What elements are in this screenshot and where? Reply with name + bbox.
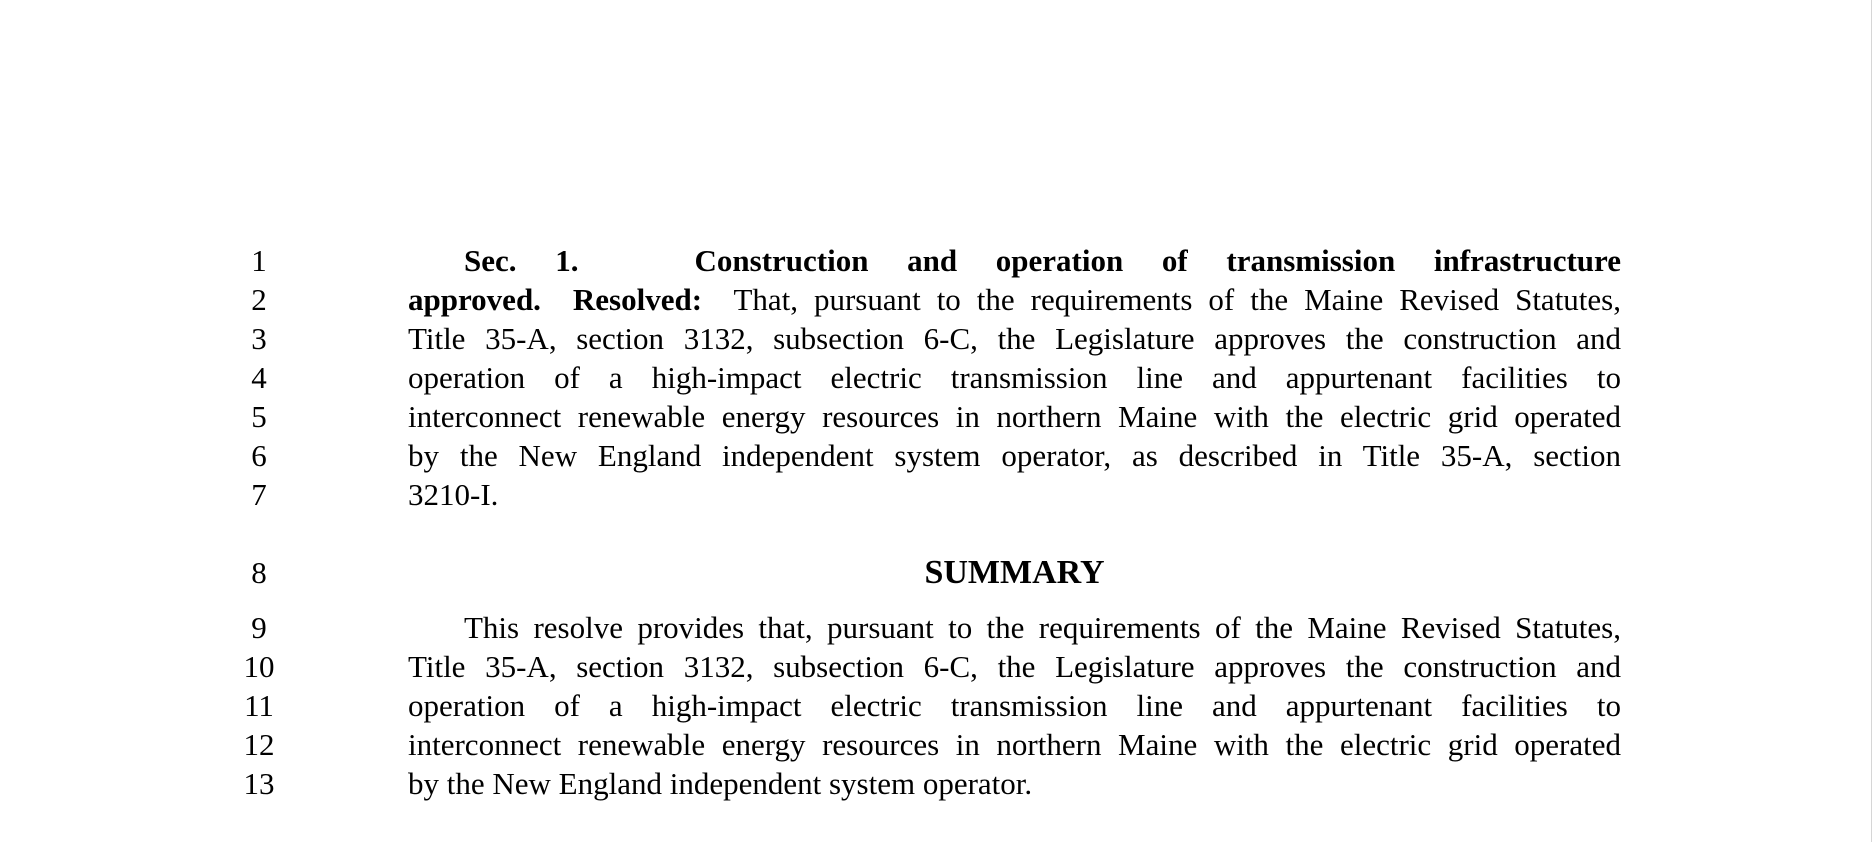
document-line-10 [0, 647, 1876, 687]
summary-text: interconnect renewable energy resources in northern Maine with the electric grid operated [408, 727, 1621, 762]
section-heading [408, 241, 1621, 281]
document-line-5 [0, 397, 1876, 437]
summary-text: by the New England independent system operator. [408, 766, 1033, 801]
document-line-7 [0, 475, 1876, 515]
line-number: 2 [251, 282, 267, 317]
line-text: operation of a high-impact electric transmission line and appurtenant facilities to [408, 360, 1621, 395]
section-title: Construction and operation of transmission infrastructure [694, 243, 1621, 278]
line-number: 5 [251, 399, 267, 434]
line-text: interconnect renewable energy resources in northern Maine with the electric grid operated [408, 399, 1621, 434]
line-number: 13 [243, 766, 275, 801]
document-line-4 [0, 358, 1876, 398]
line-number: 11 [244, 688, 274, 723]
summary-text: operation of a high-impact electric transmission line and appurtenant facilities to [408, 688, 1621, 723]
line-text: by the New England independent system operator, as described in Title 35-A, section [408, 438, 1621, 473]
document-line-3 [0, 319, 1876, 359]
line-number: 6 [251, 438, 267, 473]
summary-heading: SUMMARY [924, 554, 1105, 591]
resolution-text [408, 280, 1621, 320]
document-line-13 [0, 764, 1876, 804]
section-title-continued: approved. [408, 282, 541, 317]
summary-text: Title 35-A, section 3132, subsection 6-C, the Legislature approves the construction and [408, 649, 1621, 684]
document-line-9 [0, 608, 1876, 648]
document-line-1 [0, 241, 1876, 281]
resolution-body: That, pursuant to the requirements of the Maine Revised Statutes, [733, 282, 1621, 317]
summary-text: This resolve provides that, pursuant to the requirements of the Maine Revised Statutes, [464, 610, 1621, 645]
line-number: 3 [251, 321, 267, 356]
line-number: 10 [243, 649, 275, 684]
line-number: 9 [251, 610, 267, 645]
resolved-label: Resolved: [572, 282, 703, 317]
line-number: 7 [251, 477, 267, 512]
document-line-6 [0, 436, 1876, 476]
line-number: 1 [251, 243, 267, 278]
document-line-8 [0, 553, 1876, 593]
document-line-2 [0, 280, 1876, 320]
line-number: 12 [243, 727, 275, 762]
line-number: 4 [251, 360, 267, 395]
document-line-11 [0, 686, 1876, 726]
section-number: Sec. 1. [464, 243, 579, 278]
document-line-12 [0, 725, 1876, 765]
line-text: Title 35-A, section 3132, subsection 6-C, the Legislature approves the construction and [408, 321, 1621, 356]
line-number: 8 [251, 555, 267, 590]
line-text: 3210-I. [408, 477, 499, 512]
